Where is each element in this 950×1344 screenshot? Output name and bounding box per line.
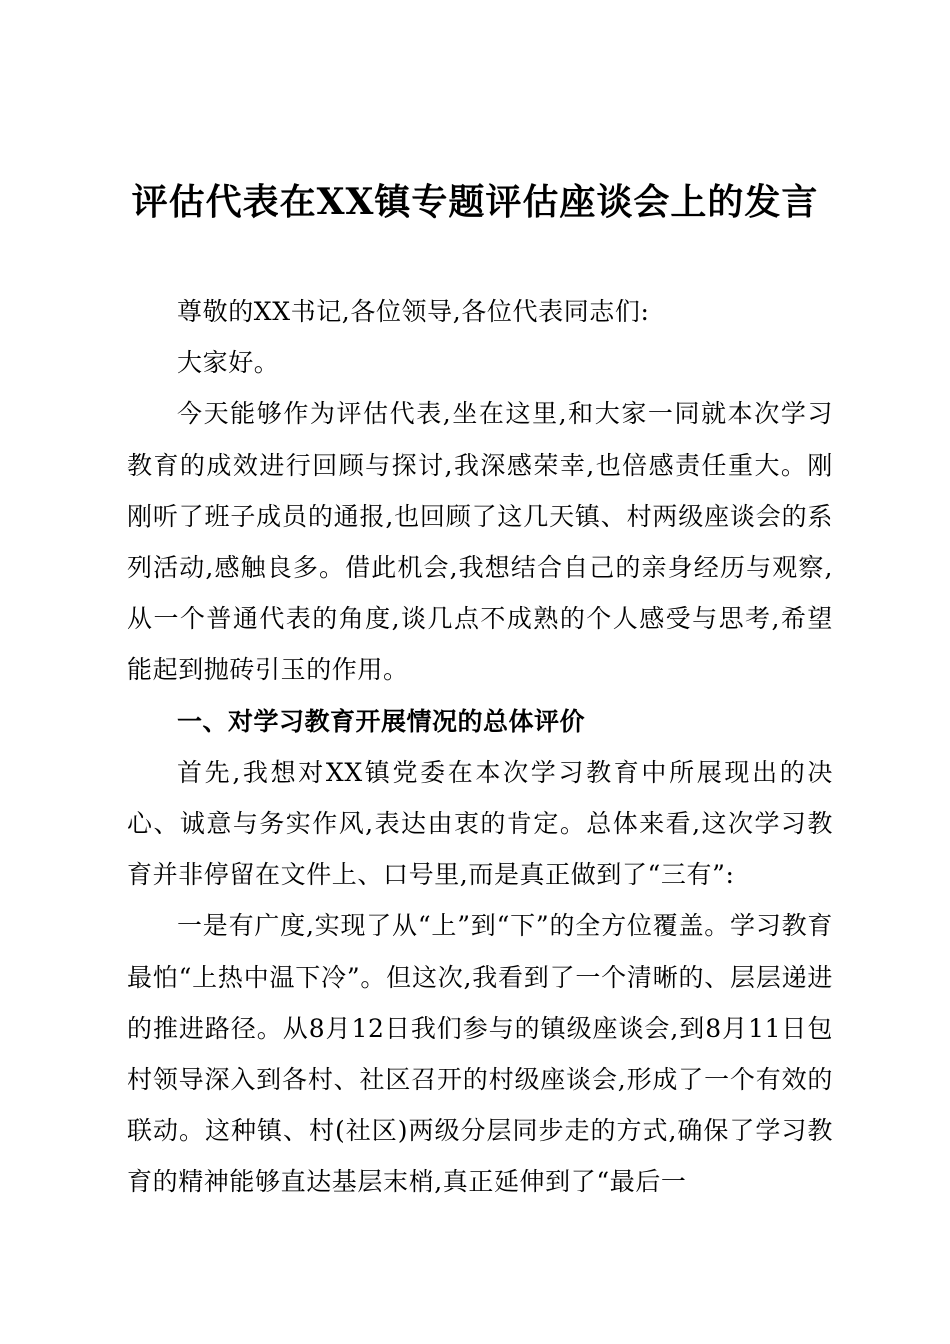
salutation-paragraph: 尊敬的XX书记,各位领导,各位代表同志们: [177,297,650,326]
breadth-paragraph: 一是有广度,实现了从“上”到“下”的全方位覆盖。学习教育最怕“上热中温下冷”。但这次,我看到了一个清晰的、层层递进的推进路径。从8月12日我们参与的镇级座谈会,到8月11日包村领导深入到各村、社区召开的村级座谈会,形成了一个有效的联动。这种镇、村(社区)两级分层同步走的方式,确保了学习教育的精神能够直达基层末梢,真正延伸到了“最后一 [127,911,833,1197]
intro-paragraph: 今天能够作为评估代表,坐在这里,和大家一同就本次学习教育的成效进行回顾与探讨,我深感荣幸,也倍感责任重大。刚刚听了班子成员的通报,也回顾了这几天镇、村两级座谈会的系列活动,感触良多。借此机会,我想结合自己的亲身经历与观察,从一个普通代表的角度,谈几点不成熟的个人感受与思考,希望能起到抛砖引玉的作用。 [127,399,833,685]
evaluation-paragraph: 首先,我想对XX镇党委在本次学习教育中所展现出的决心、诚意与务实作风,表达由衷的肯定。总体来看,这次学习教育并非停留在文件上、口号里,而是真正做到了“三有”: [127,757,833,890]
document-body [127,286,833,1208]
document-title: 评估代表在XX镇专题评估座谈会上的发言 [131,181,819,223]
section-heading: 一、对学习教育开展情况的总体评价 [177,706,586,736]
greeting-paragraph: 大家好。 [177,348,280,378]
